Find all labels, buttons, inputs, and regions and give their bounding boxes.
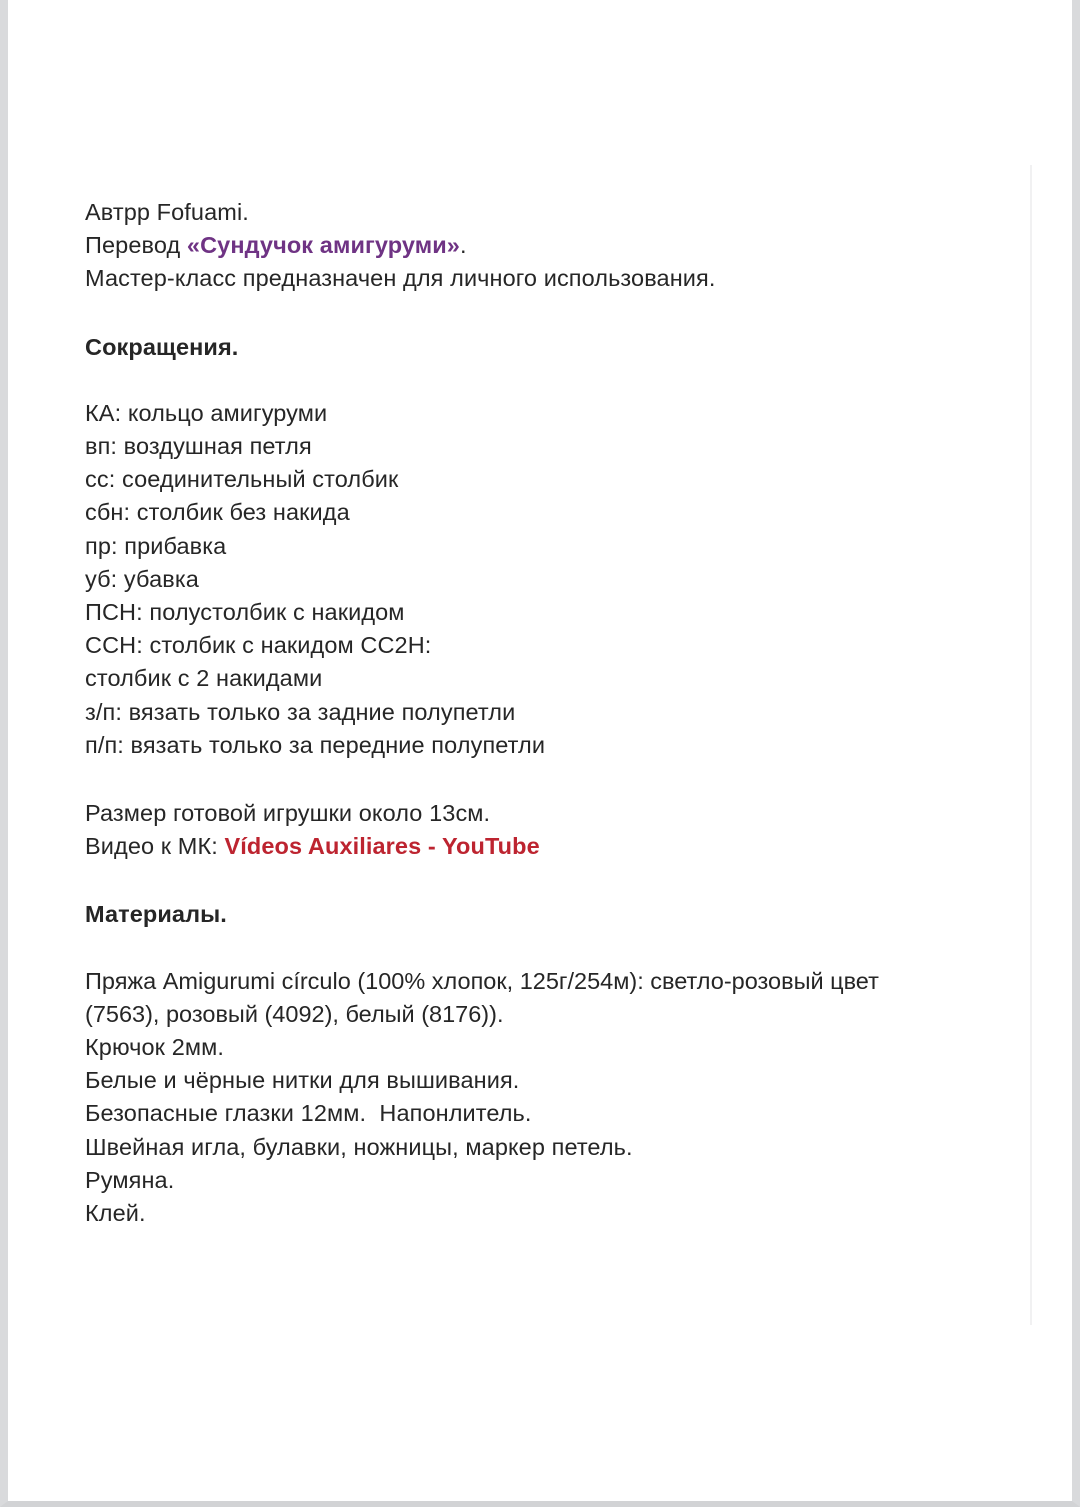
abbreviation-item: сбн: столбик без накида <box>85 499 350 526</box>
document-content <box>85 196 965 1230</box>
translation-suffix: . <box>459 232 467 259</box>
materials-heading: Материалы. <box>85 901 227 928</box>
spacer-after-header <box>85 296 965 331</box>
material-item: Швейная игла, булавки, ножницы, маркер петель. <box>85 1133 633 1160</box>
abbreviation-item: пр: прибавка <box>85 532 227 559</box>
abbreviation-item: уб: убавка <box>85 565 199 592</box>
abbreviation-item: ПСН: полустолбик с накидом <box>85 599 405 626</box>
translation-prefix: Перевод <box>85 232 187 259</box>
spacer-after-abbreviations-list <box>85 762 965 797</box>
abbreviations-heading: Сокращения. <box>85 333 239 360</box>
abbreviation-item: столбик с 2 накидами <box>85 665 323 692</box>
abbreviations-list <box>85 397 965 762</box>
video-prefix: Видео к МК: <box>85 833 225 860</box>
size-line: Размер готовой игрушки около 13см. <box>85 800 491 827</box>
author-line: Автрр Fofuami. <box>85 199 249 225</box>
abbreviation-item: ССН: столбик с накидом СС2Н: <box>85 632 432 659</box>
material-item: Белые и чёрные нитки для вышивания. <box>85 1067 520 1094</box>
material-item: Безопасные глазки 12мм. Напонлитель. <box>85 1100 532 1127</box>
yarn-line: Пряжа Amigurumi círculo (100% хлопок, 125г/254м): светло-розовый цвет (7563), розовый (4092), белый (8176)). <box>85 967 879 1027</box>
youtube-link[interactable]: Vídeos Auxiliares - YouTube <box>224 833 540 860</box>
material-item: Крючок 2мм. <box>85 1034 225 1061</box>
spacer-after-abbreviations-heading <box>85 364 965 397</box>
abbreviation-item: КА: кольцо амигуруми <box>85 399 328 426</box>
abbreviation-item: п/п: вязать только за передние полупетли <box>85 731 546 758</box>
abbreviation-item: вп: воздушная петля <box>85 433 312 460</box>
spacer-before-materials <box>85 863 965 898</box>
abbreviation-item: сс: соединительный столбик <box>85 466 399 493</box>
abbreviation-item: з/п: вязать только за задние полупетли <box>85 698 516 725</box>
translation-title: «Сундучок амигуруми» <box>186 232 460 259</box>
translation-line <box>85 229 965 262</box>
materials-list <box>85 1031 965 1230</box>
video-line <box>85 830 965 863</box>
spacer-after-materials-heading <box>85 932 965 965</box>
material-item: Румяна. <box>85 1166 175 1193</box>
usage-note-line: Мастер-класс предназначен для личного использования. <box>85 265 716 292</box>
material-item: Клей. <box>85 1200 146 1227</box>
